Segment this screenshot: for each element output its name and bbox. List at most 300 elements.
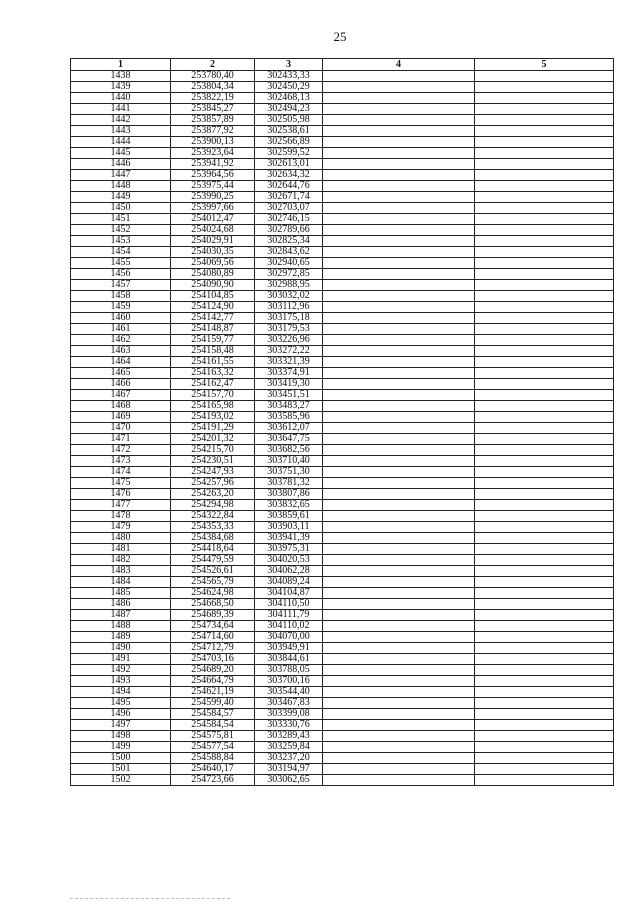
table-cell-col-4 [323,632,475,643]
table-cell-col-2: 254029,91 [171,236,255,247]
table-cell-col-3: 302566,89 [255,137,323,148]
table-row [71,467,614,478]
table-cell-col-5 [475,467,614,478]
table-cell-col-2: 254689,39 [171,610,255,621]
table-row [71,390,614,401]
table-cell-col-1: 1446 [71,159,171,170]
table-cell-col-3: 303781,32 [255,478,323,489]
table-cell-col-4 [323,555,475,566]
table-cell-col-1: 1471 [71,434,171,445]
table-cell-col-2: 254080,89 [171,269,255,280]
table-cell-col-5 [475,214,614,225]
table-cell-col-3: 303259,84 [255,742,323,753]
table-cell-col-2: 254664,79 [171,676,255,687]
table-cell-col-5 [475,181,614,192]
table-cell-col-5 [475,346,614,357]
table-row [71,731,614,742]
table-cell-col-1: 1475 [71,478,171,489]
table-cell-col-5 [475,269,614,280]
table-cell-col-2: 254024,68 [171,225,255,236]
table-cell-col-1: 1477 [71,500,171,511]
table-cell-col-5 [475,522,614,533]
table-cell-col-3: 302671,74 [255,192,323,203]
table-cell-col-2: 253845,27 [171,104,255,115]
table-row [71,368,614,379]
table-cell-col-3: 303585,96 [255,412,323,423]
table-cell-col-5 [475,258,614,269]
table-cell-col-1: 1449 [71,192,171,203]
table-cell-col-3: 303903,11 [255,522,323,533]
table-cell-col-3: 303941,39 [255,533,323,544]
table-cell-col-3: 302494,23 [255,104,323,115]
table-cell-col-1: 1442 [71,115,171,126]
table-cell-col-3: 303237,20 [255,753,323,764]
table-cell-col-2: 254069,56 [171,258,255,269]
table-row [71,445,614,456]
table-cell-col-1: 1438 [71,71,171,82]
table-cell-col-3: 303807,86 [255,489,323,500]
table-cell-col-1: 1469 [71,412,171,423]
table-row [71,82,614,93]
table-cell-col-3: 303374,91 [255,368,323,379]
table-cell-col-4 [323,324,475,335]
table-cell-col-3: 302450,29 [255,82,323,93]
table-cell-col-3: 303194,97 [255,764,323,775]
table-cell-col-4 [323,346,475,357]
table-row [71,621,614,632]
table-cell-col-5 [475,599,614,610]
table-cell-col-3: 302505,98 [255,115,323,126]
table-cell-col-5 [475,775,614,786]
table-cell-col-4 [323,478,475,489]
table-cell-col-4 [323,467,475,478]
table-cell-col-2: 253900,13 [171,137,255,148]
table-cell-col-4 [323,687,475,698]
table-cell-col-3: 304110,02 [255,621,323,632]
table-row [71,456,614,467]
table-cell-col-2: 254689,20 [171,665,255,676]
table-cell-col-2: 254584,54 [171,720,255,731]
table-row [71,225,614,236]
table-cell-col-1: 1486 [71,599,171,610]
table-row [71,610,614,621]
table-cell-col-5 [475,357,614,368]
table-cell-col-3: 303710,40 [255,456,323,467]
table-cell-col-1: 1465 [71,368,171,379]
table-cell-col-5 [475,159,614,170]
footer-divider [70,898,230,899]
table-cell-col-1: 1451 [71,214,171,225]
table-cell-col-4 [323,159,475,170]
table-cell-col-3: 302940,65 [255,258,323,269]
table-cell-col-1: 1464 [71,357,171,368]
table-cell-col-2: 253997,66 [171,203,255,214]
table-row [71,258,614,269]
table-cell-col-2: 254479,59 [171,555,255,566]
table-cell-col-4 [323,753,475,764]
table-cell-col-2: 254230,51 [171,456,255,467]
table-cell-col-2: 254621,19 [171,687,255,698]
table-cell-col-3: 303975,31 [255,544,323,555]
table-cell-col-1: 1459 [71,302,171,313]
table-row [71,357,614,368]
table-cell-col-5 [475,500,614,511]
table-row [71,302,614,313]
table-row [71,71,614,82]
table-cell-col-4 [323,709,475,720]
table-cell-col-3: 304110,50 [255,599,323,610]
table-cell-col-4 [323,775,475,786]
table-cell-col-2: 254090,90 [171,280,255,291]
column-header: 1 [71,59,171,71]
table-row [71,753,614,764]
table-cell-col-3: 303682,56 [255,445,323,456]
table-cell-col-4 [323,577,475,588]
table-cell-col-5 [475,643,614,654]
table-cell-col-5 [475,324,614,335]
table-cell-col-4 [323,71,475,82]
table-cell-col-5 [475,621,614,632]
table-cell-col-4 [323,203,475,214]
table-cell-col-3: 303788,05 [255,665,323,676]
table-cell-col-2: 254734,64 [171,621,255,632]
table-cell-col-1: 1487 [71,610,171,621]
table-row [71,115,614,126]
table-cell-col-4 [323,720,475,731]
table-cell-col-3: 303751,30 [255,467,323,478]
table-cell-col-1: 1456 [71,269,171,280]
table-cell-col-4 [323,698,475,709]
table-cell-col-1: 1462 [71,335,171,346]
table-cell-col-1: 1493 [71,676,171,687]
table-cell-col-2: 253964,56 [171,170,255,181]
table-cell-col-5 [475,115,614,126]
table-cell-col-4 [323,764,475,775]
table-cell-col-3: 302789,66 [255,225,323,236]
table-cell-col-2: 254526,61 [171,566,255,577]
table-cell-col-3: 303330,76 [255,720,323,731]
table-cell-col-4 [323,434,475,445]
table-cell-col-1: 1500 [71,753,171,764]
table-cell-col-4 [323,489,475,500]
table-cell-col-2: 254201,32 [171,434,255,445]
table-cell-col-4 [323,665,475,676]
table-cell-col-4 [323,445,475,456]
table-cell-col-4 [323,522,475,533]
table-cell-col-1: 1467 [71,390,171,401]
table-cell-col-4 [323,676,475,687]
column-header: 2 [171,59,255,71]
table-cell-col-5 [475,753,614,764]
table-cell-col-2: 253990,25 [171,192,255,203]
table-cell-col-2: 254418,64 [171,544,255,555]
table-cell-col-3: 302468,13 [255,93,323,104]
table-cell-col-5 [475,709,614,720]
table-row [71,214,614,225]
table-cell-col-1: 1463 [71,346,171,357]
table-row [71,203,614,214]
table-cell-col-3: 303949,91 [255,643,323,654]
table-cell-col-5 [475,247,614,258]
table-row [71,236,614,247]
table-cell-col-5 [475,632,614,643]
table-cell-col-5 [475,401,614,412]
table-cell-col-4 [323,280,475,291]
table-cell-col-2: 254263,20 [171,489,255,500]
table-cell-col-5 [475,280,614,291]
table-cell-col-4 [323,500,475,511]
table-cell-col-2: 254575,81 [171,731,255,742]
table-row [71,676,614,687]
table-cell-col-4 [323,335,475,346]
table-cell-col-1: 1468 [71,401,171,412]
table-cell-col-3: 303399,08 [255,709,323,720]
table-cell-col-4 [323,643,475,654]
table-row [71,632,614,643]
table-cell-col-2: 254191,29 [171,423,255,434]
table-row [71,500,614,511]
table-row [71,346,614,357]
table-row [71,566,614,577]
table-row [71,478,614,489]
table-cell-col-4 [323,379,475,390]
table-row [71,126,614,137]
table-header-row [71,59,614,71]
table-cell-col-3: 302644,76 [255,181,323,192]
table-cell-col-1: 1497 [71,720,171,731]
table-cell-col-2: 254712,79 [171,643,255,654]
table-row [71,720,614,731]
table-cell-col-4 [323,390,475,401]
table-cell-col-5 [475,412,614,423]
table-row [71,379,614,390]
table-cell-col-5 [475,445,614,456]
table-row [71,588,614,599]
table-cell-col-1: 1440 [71,93,171,104]
table-cell-col-1: 1448 [71,181,171,192]
table-cell-col-3: 304104,87 [255,588,323,599]
table-cell-col-1: 1496 [71,709,171,720]
table-cell-col-5 [475,720,614,731]
table-cell-col-5 [475,236,614,247]
table-cell-col-3: 302843,62 [255,247,323,258]
table-cell-col-2: 254703,16 [171,654,255,665]
table-row [71,511,614,522]
table-cell-col-2: 254159,77 [171,335,255,346]
table-row [71,709,614,720]
table-cell-col-4 [323,148,475,159]
table-cell-col-4 [323,225,475,236]
table-cell-col-5 [475,588,614,599]
page-number: 25 [333,29,347,44]
table-cell-col-3: 304070,00 [255,632,323,643]
table-cell-col-1: 1473 [71,456,171,467]
table-cell-col-2: 253923,64 [171,148,255,159]
table-cell-col-1: 1474 [71,467,171,478]
table-cell-col-2: 253780,40 [171,71,255,82]
table-row [71,159,614,170]
table-row [71,522,614,533]
table-cell-col-5 [475,555,614,566]
table-cell-col-1: 1502 [71,775,171,786]
table-cell-col-4 [323,214,475,225]
table-cell-col-5 [475,423,614,434]
table-cell-col-2: 254624,98 [171,588,255,599]
table-cell-col-4 [323,742,475,753]
column-header: 3 [255,59,323,71]
table-cell-col-3: 302972,85 [255,269,323,280]
table-cell-col-3: 304089,24 [255,577,323,588]
table-row [71,181,614,192]
table-row [71,148,614,159]
table-cell-col-5 [475,731,614,742]
table-cell-col-3: 302825,34 [255,236,323,247]
table-cell-col-3: 303419,30 [255,379,323,390]
table-cell-col-2: 254158,48 [171,346,255,357]
table-cell-col-1: 1447 [71,170,171,181]
table-cell-col-5 [475,291,614,302]
table-cell-col-5 [475,478,614,489]
table-cell-col-4 [323,269,475,280]
table-row [71,192,614,203]
table-cell-col-5 [475,104,614,115]
table-row [71,137,614,148]
table-body [71,71,614,786]
table-cell-col-3: 303062,65 [255,775,323,786]
table-cell-col-1: 1461 [71,324,171,335]
table-cell-col-1: 1479 [71,522,171,533]
table-cell-col-2: 254353,33 [171,522,255,533]
table-cell-col-2: 254599,40 [171,698,255,709]
table-cell-col-5 [475,533,614,544]
table-cell-col-1: 1484 [71,577,171,588]
table-cell-col-2: 254193,02 [171,412,255,423]
table-cell-col-3: 304062,28 [255,566,323,577]
table-cell-col-5 [475,368,614,379]
table-cell-col-1: 1453 [71,236,171,247]
table-row [71,280,614,291]
table-cell-col-3: 303272,22 [255,346,323,357]
table-cell-col-4 [323,192,475,203]
table-cell-col-3: 303179,53 [255,324,323,335]
coordinates-table [70,58,614,786]
table-cell-col-1: 1489 [71,632,171,643]
table-cell-col-1: 1481 [71,544,171,555]
table-row [71,170,614,181]
table-cell-col-3: 302599,52 [255,148,323,159]
table-row [71,324,614,335]
table-cell-col-2: 254163,32 [171,368,255,379]
table-cell-col-2: 254257,96 [171,478,255,489]
table-cell-col-5 [475,225,614,236]
table-row [71,93,614,104]
table-cell-col-5 [475,148,614,159]
table-row [71,401,614,412]
table-cell-col-1: 1452 [71,225,171,236]
table-cell-col-1: 1470 [71,423,171,434]
table-cell-col-4 [323,82,475,93]
table-row [71,247,614,258]
table-cell-col-2: 254668,50 [171,599,255,610]
table-row [71,291,614,302]
table-cell-col-5 [475,192,614,203]
table-cell-col-4 [323,104,475,115]
table-cell-col-4 [323,423,475,434]
table-row [71,599,614,610]
table-cell-col-1: 1450 [71,203,171,214]
table-cell-col-4 [323,511,475,522]
table-cell-col-4 [323,126,475,137]
table-cell-col-2: 253975,44 [171,181,255,192]
table-row [71,654,614,665]
table-cell-col-5 [475,302,614,313]
table-cell-col-4 [323,236,475,247]
table-row [71,104,614,115]
table-cell-col-2: 254584,57 [171,709,255,720]
table-cell-col-3: 302703,07 [255,203,323,214]
table-cell-col-5 [475,654,614,665]
table-cell-col-5 [475,93,614,104]
table-cell-col-2: 254215,70 [171,445,255,456]
table-cell-col-1: 1476 [71,489,171,500]
table-cell-col-1: 1488 [71,621,171,632]
table-cell-col-1: 1501 [71,764,171,775]
table-cell-col-3: 303483,27 [255,401,323,412]
table-cell-col-2: 254565,79 [171,577,255,588]
table-cell-col-5 [475,764,614,775]
table-cell-col-4 [323,137,475,148]
table-cell-col-1: 1483 [71,566,171,577]
table-cell-col-5 [475,676,614,687]
table-cell-col-2: 253941,92 [171,159,255,170]
table-cell-col-5 [475,313,614,324]
table-cell-col-1: 1495 [71,698,171,709]
table-cell-col-5 [475,170,614,181]
table-row [71,687,614,698]
table-cell-col-4 [323,291,475,302]
table-cell-col-4 [323,313,475,324]
table-cell-col-5 [475,511,614,522]
table-cell-col-1: 1494 [71,687,171,698]
table-cell-col-4 [323,588,475,599]
table-cell-col-2: 254577,54 [171,742,255,753]
table-cell-col-3: 303859,61 [255,511,323,522]
table-cell-col-2: 254142,77 [171,313,255,324]
table-row [71,533,614,544]
table-cell-col-3: 303832,65 [255,500,323,511]
table-row [71,643,614,654]
table-row [71,412,614,423]
table-cell-col-4 [323,258,475,269]
column-header: 5 [475,59,614,71]
table-cell-col-2: 254640,17 [171,764,255,775]
table-cell-col-3: 304111,79 [255,610,323,621]
table-cell-col-3: 303321,39 [255,357,323,368]
table-cell-col-3: 302433,33 [255,71,323,82]
table-cell-col-3: 302538,61 [255,126,323,137]
table-cell-col-5 [475,566,614,577]
table-cell-col-1: 1472 [71,445,171,456]
table-cell-col-3: 303544,40 [255,687,323,698]
table-cell-col-2: 254165,98 [171,401,255,412]
table-cell-col-1: 1460 [71,313,171,324]
table-cell-col-2: 254012,47 [171,214,255,225]
table-row [71,665,614,676]
table-cell-col-1: 1458 [71,291,171,302]
table-cell-col-4 [323,357,475,368]
table-cell-col-1: 1439 [71,82,171,93]
table-cell-col-2: 254588,84 [171,753,255,764]
